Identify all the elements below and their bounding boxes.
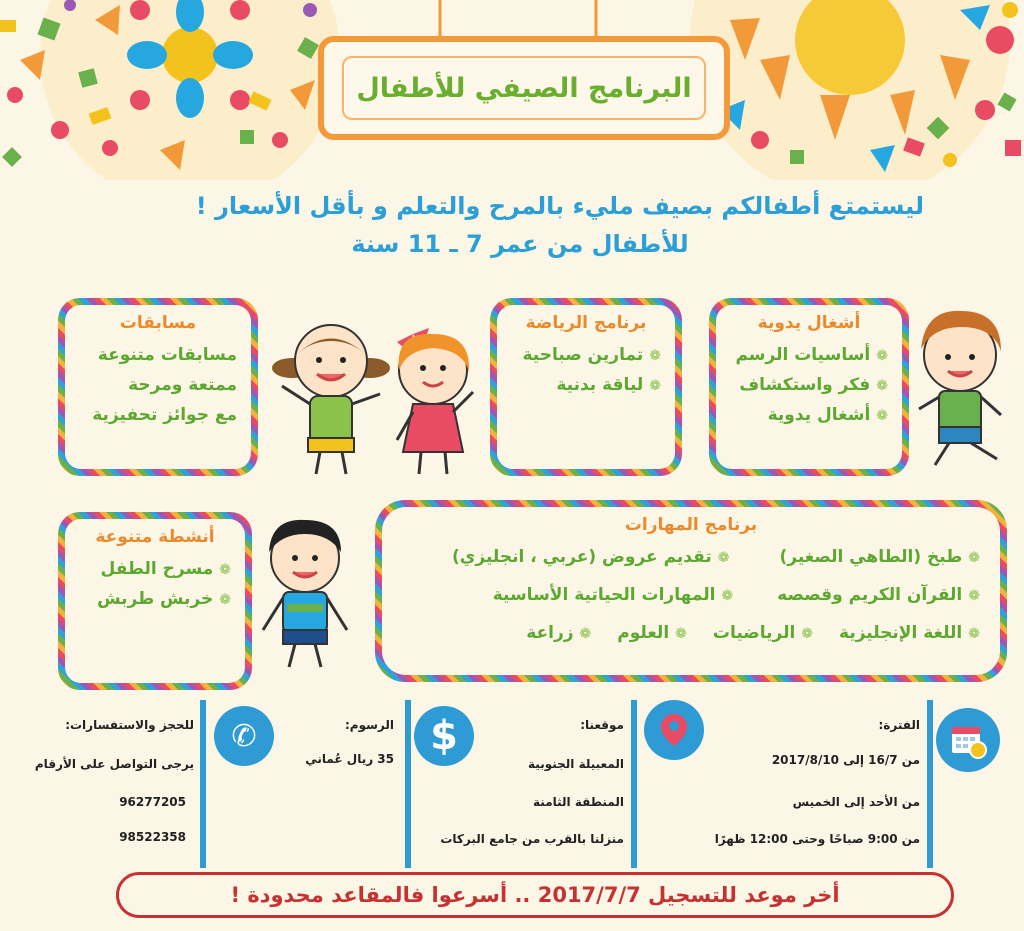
list-item: ❁فكر واستكشاف: [739, 375, 888, 395]
calendar-glyph: [948, 720, 988, 760]
tagline: ليستمتع أطفالكم بصيف مليء بالمرح والتعلم و بأقل الأسعار !: [195, 192, 924, 220]
divider: [405, 700, 411, 868]
contact-text: يرجى التواصل على الأرقام: [34, 757, 194, 771]
phone-number-2: 98522358: [119, 830, 186, 844]
pin-glyph: [661, 714, 687, 746]
list-item: ❁زراعة: [526, 623, 592, 643]
period-label: الفترة:: [878, 718, 920, 732]
skills-row: [402, 623, 980, 653]
box-title: برنامج المهارات: [624, 515, 758, 535]
flower-bullet-icon: ❁: [876, 348, 888, 364]
list-item: ❁أساسيات الرسم: [735, 345, 888, 365]
sports-box: [490, 298, 682, 476]
location-line-3: منزلنا بالقرب من جامع البركات: [440, 832, 624, 846]
flower-bullet-icon: ❁: [717, 550, 730, 566]
box-title: أشغال يدوية: [757, 313, 861, 333]
location-line-1: المعبيلة الجنوبية: [528, 757, 624, 771]
period-dates: من 16/7 إلى 2017/8/10: [771, 753, 920, 767]
fees-label: الرسوم:: [344, 718, 394, 732]
dollar-icon: [414, 706, 474, 766]
skills-row: [402, 585, 980, 615]
boy-curly-hair-illustration: [905, 305, 1015, 470]
list-item: ❁المهارات الحياتية الأساسية: [492, 585, 734, 605]
activities-box: [58, 512, 252, 690]
period-time: من 9:00 صباحًا وحتى 12:00 ظهرًا: [714, 832, 920, 846]
fees-value: 35 ريال عُماني: [305, 752, 394, 766]
girl-with-bow-illustration: [385, 322, 481, 478]
list-item: ❁مسرح الطفل: [100, 559, 231, 579]
flower-bullet-icon: ❁: [649, 348, 661, 364]
flower-bullet-icon: ❁: [876, 378, 888, 394]
boy-black-hair-illustration: [255, 512, 355, 672]
flower-bullet-icon: ❁: [801, 626, 814, 642]
list-item: مع جوائز تحفيزية: [92, 405, 237, 425]
list-item: ❁لياقة بدنية: [556, 375, 661, 395]
divider: [200, 700, 206, 868]
box-title: برنامج الرياضة: [525, 313, 647, 333]
divider: [927, 700, 933, 868]
list-item: مسابقات متنوعة: [97, 345, 237, 365]
list-item: ❁تمارين صباحية: [522, 345, 661, 365]
list-item: ❁اللغة الإنجليزية: [839, 623, 980, 643]
flower-bullet-icon: ❁: [219, 592, 231, 608]
contact-label: للحجز والاستفسارات:: [65, 718, 194, 732]
title-banner: [318, 36, 730, 140]
box-title: مسابقات: [119, 313, 197, 333]
list-item: ❁أشغال يدوية: [767, 405, 888, 425]
age-range: للأطفال من عمر 7 ـ 11 سنة: [351, 230, 689, 258]
phone-number-1: 96277205: [119, 795, 186, 809]
list-item: ❁الرياضيات: [712, 623, 814, 643]
list-item: ممتعة ومرحة: [128, 375, 237, 395]
competitions-box: [58, 298, 258, 476]
location-label: موقعنا:: [580, 718, 624, 732]
box-title: أنشطة متنوعة: [95, 527, 215, 547]
divider: [631, 700, 637, 868]
period-days: من الأحد إلى الخميس: [792, 795, 920, 809]
location-line-2: المنطقة الثامنة: [533, 795, 624, 809]
phone-glyph: ✆: [231, 718, 257, 754]
dollar-glyph: $: [430, 713, 458, 759]
flower-bullet-icon: ❁: [675, 626, 687, 642]
title-banner-inner: [342, 56, 706, 120]
flower-bullet-icon: ❁: [721, 588, 734, 604]
phone-icon: [214, 706, 274, 766]
flower-bullet-icon: ❁: [876, 408, 888, 424]
girl-child-illustration: [272, 316, 390, 476]
list-item: ❁القرآن الكريم وقصصه: [777, 585, 980, 605]
skills-box: [375, 500, 1007, 682]
flower-bullet-icon: ❁: [968, 588, 980, 604]
flower-bullet-icon: ❁: [219, 562, 231, 578]
list-item: ❁العلوم: [617, 623, 687, 643]
list-item: ❁طبخ (الطاهي الصغير): [779, 547, 980, 567]
calendar-icon: [936, 708, 1000, 772]
flower-bullet-icon: ❁: [968, 550, 980, 566]
location-pin-icon: [644, 700, 704, 760]
flower-bullet-icon: ❁: [649, 378, 661, 394]
skills-row: [402, 547, 980, 577]
flower-bullet-icon: ❁: [579, 626, 592, 642]
page-title: البرنامج الصيفي للأطفال: [356, 72, 692, 104]
list-item: ❁خربش طربش: [97, 589, 231, 609]
flower-bullet-icon: ❁: [968, 626, 980, 642]
list-item: ❁تقديم عروض (عربي ، انجليزي): [452, 547, 730, 567]
registration-deadline-banner: أخر موعد للتسجيل 2017/7/7 .. أسرعوا فالمقاعد محدودة !: [116, 872, 954, 918]
crafts-box: [709, 298, 909, 476]
